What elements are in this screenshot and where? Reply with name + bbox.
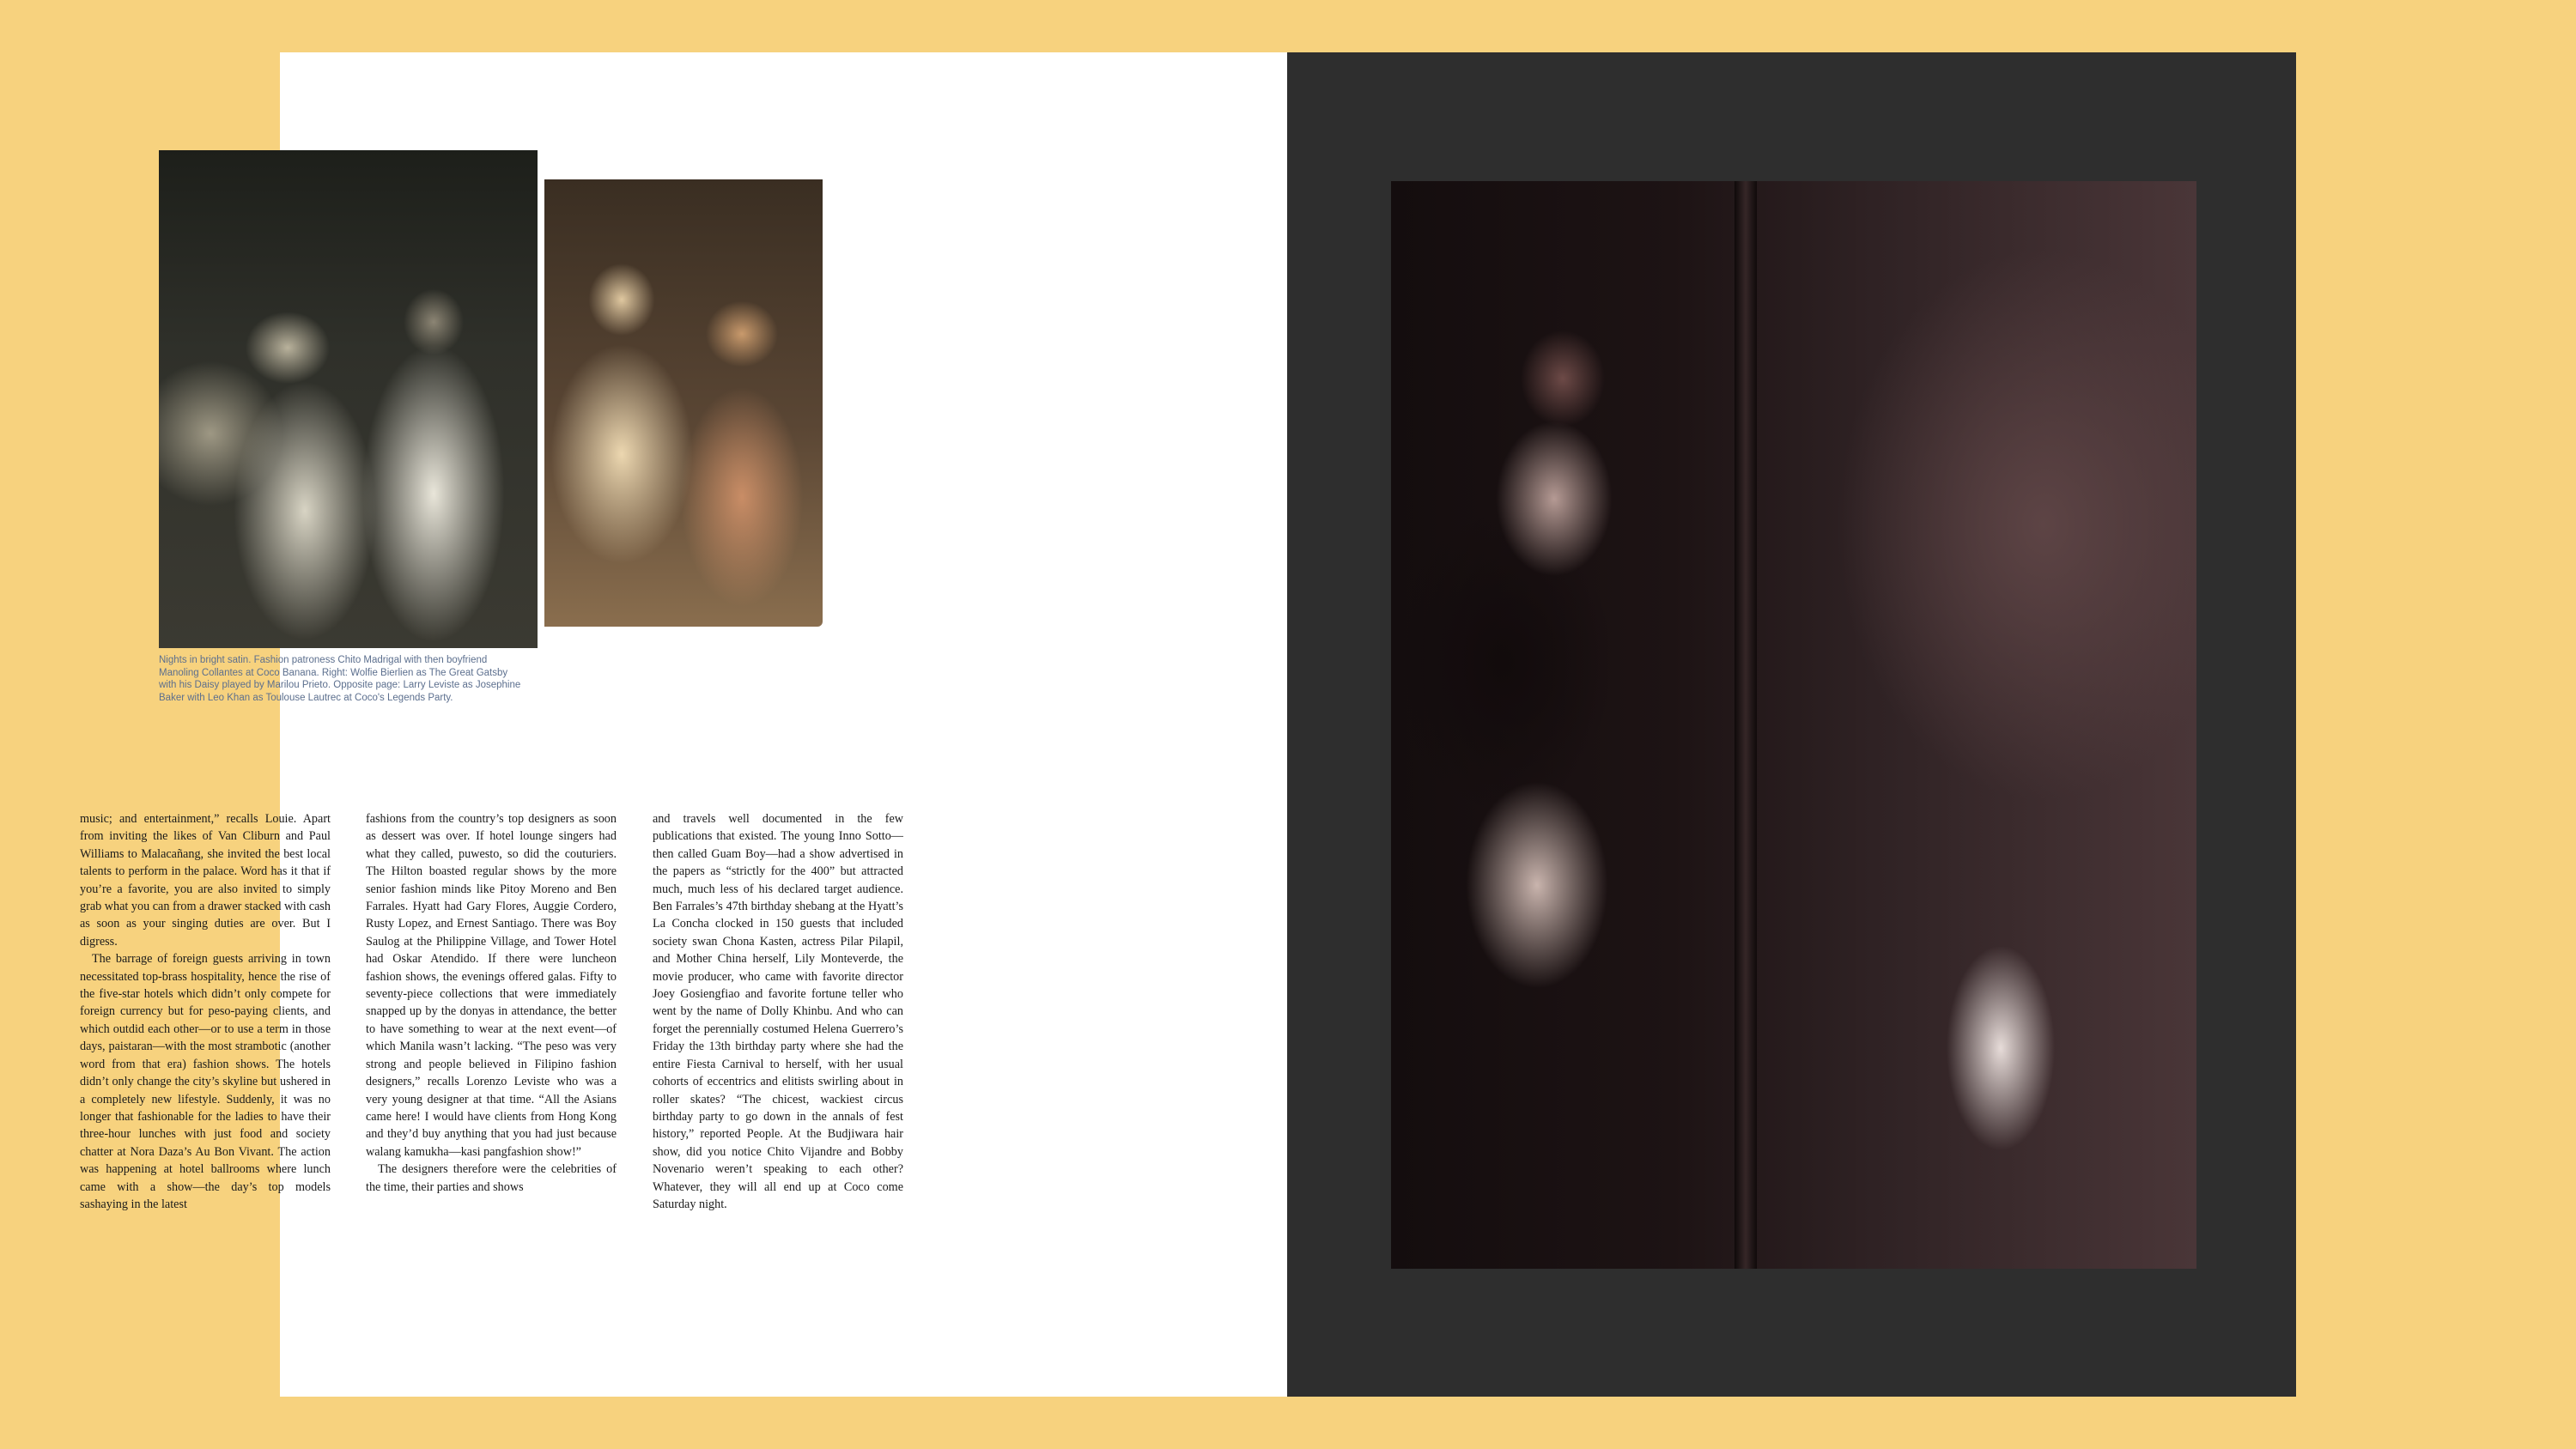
- paragraph: fashions from the country’s top designers as soon as dessert was over. If hotel lounge singers had what they called, puwesto, so did the couturiers. The Hilton boasted regular shows by the more senior fashion minds like Pitoy Moreno and Ben Farrales. Hyatt had Gary Flores, Auggie Cordero, Rusty Lopez, and Ernest Santiago. There was Boy Saulog at the Philippine Village, and Tower Hotel had Oskar Atendido. If there were luncheon fashion shows, the evenings offered galas. Fifty to seventy-piece collections that were immediately snapped up by the donyas in attendance, the better to have something to wear at the next event—of which Manila wasn’t lacking. “The peso was very strong and people believed in Filipino fashion designers,” recalls Lorenzo Leviste who was a very young designer at that time. “All the Asians came here! I would have clients from Hong Kong and they’d buy anything that you had just because walang kamukha—kasi pangfashion show!”: [366, 812, 617, 1159]
- photo-gatsby-daisy: [544, 179, 823, 627]
- text-column-3: [653, 810, 903, 1213]
- paragraph: music; and entertainment,” recalls Louie. Apart from inviting the likes of Van Cliburn and Paul Williams to Malacañang, she invited the best local talents to perform in the palace. Word has it that if you’re a favorite, you are also invited to simply grab what you can from a drawer stacked with cash as soon as your singing duties are over. But I digress.: [80, 812, 331, 949]
- caption-line: Baker with Leo Khan as Toulouse Lautrec at Coco's Legends Party.: [159, 692, 453, 703]
- paragraph: The designers therefore were the celebrities of the time, their parties and shows: [366, 1162, 617, 1194]
- photo-detail: [1735, 181, 1757, 1269]
- text-column-2: [366, 810, 617, 1196]
- paragraph: The barrage of foreign guests arriving in town necessitated top-brass hospitality, hence the rise of the five-star hotels which didn’t only compete for foreign currency but for peso-paying clients, and which outdid each other—or to use a term in those days, paistaran—with the most strambotic (another word from that era) fashion shows. The hotels didn’t only change the city’s skyline but ushered in a completely new lifestyle. Suddenly, it was no longer that fashionable for the ladies to have their three-hour lunches with just food and society chatter at Nora Daza’s Au Bon Vivant. The action was happening at hotel ballrooms where lunch came with a show—the day’s top models sashaying in the latest: [80, 952, 331, 1211]
- photo-josephine-baker-party: [1391, 181, 2196, 1269]
- text-column-1: [80, 810, 331, 1213]
- photo-madrigal-collantes: [159, 150, 538, 648]
- caption-line: Nights in bright satin. Fashion patroness Chito Madrigal with then boyfriend: [159, 655, 488, 665]
- paragraph: and travels well documented in the few publications that existed. The young Inno Sotto—then called Guam Boy—had a show advertised in the papers as “strictly for the 400” but attracted much, much less of his declared target audience. Ben Farrales’s 47th birthday shebang at the Hyatt’s La Concha clocked in 150 guests that included society swan Chona Kasten, actress Pilar Pilapil, and Mother China herself, Lily Monteverde, the movie producer, who came with favorite director Joey Gosiengfiao and favorite fortune teller who went by the name of Dolly Khinbu. And who can forget the perennially costumed Helena Guerrero’s Friday the 13th birthday party where she had the entire Fiesta Carnival to herself, with her usual cohorts of eccentrics and elitists swirling about in roller skates? “The chicest, wackiest circus birthday party to go down in the annals of fest history,” reported People. At the Budjiwara hair show, did you notice Chito Vijandre and Bobby Novenario weren’t speaking to each other? Whatever, they will all end up at Coco come Saturday night.: [653, 812, 903, 1211]
- photo-caption: [159, 654, 554, 704]
- caption-line: with his Daisy played by Marilou Prieto. Opposite page: Larry Leviste as Josephine: [159, 680, 521, 690]
- caption-line: Manoling Collantes at Coco Banana. Right: Wolfie Bierlien as The Great Gatsby: [159, 667, 508, 678]
